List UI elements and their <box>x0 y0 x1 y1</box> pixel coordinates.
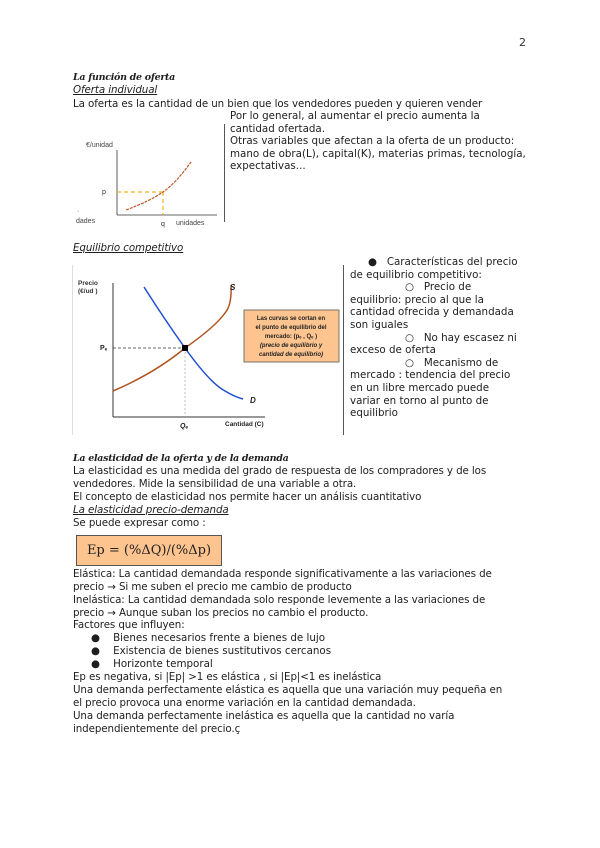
supply-curve <box>126 162 191 210</box>
circle-bullet-icon: ○ <box>405 331 424 344</box>
bullet-icon: ● <box>91 632 114 644</box>
supply-definition: La oferta es la cantidad de un bien que los vendedores pueden y quieren vender <box>73 98 483 110</box>
text-line: Ep es negativa, si |Ep| >1 es elástica , si |Ep|<1 es inelástica <box>73 671 382 683</box>
text-line: cantidad ofertada. <box>230 122 326 135</box>
text-line: expectativas... <box>230 160 306 173</box>
supply-side-text <box>230 110 526 173</box>
sub-item-head: ○ No hay escasez ni <box>405 331 517 344</box>
stray-label: dades <box>76 218 96 225</box>
text-line: mercado : tendencia del precio <box>350 369 511 382</box>
text-line: cantidad ofrecida y demandada <box>350 306 514 319</box>
qe-label: Qₑ <box>180 423 189 430</box>
note-line: mercado: (pₑ , Qₑ ) <box>264 334 318 340</box>
bullet-main: ● Características del precio <box>368 256 518 268</box>
subtitle-price-elasticity: La elasticidad precio-demanda <box>73 504 229 516</box>
text-line: precio → Si me suben el precio me cambio de producto <box>73 581 352 593</box>
text-line: Inelástica: La cantidad demandada solo responde levemente a las variaciones de <box>73 594 486 606</box>
text-line: La elasticidad es una medida del grado de respuesta de los compradores y de los <box>73 465 487 477</box>
section-title-supply-function: La función de oferta <box>73 72 175 83</box>
text-line: Una demanda perfectamente elástica es aquella que una variación muy pequeña en <box>73 684 503 696</box>
supply-label: S <box>230 283 236 292</box>
equilibrium-characteristics <box>350 256 540 420</box>
circle-bullet-icon: ○ <box>405 356 424 369</box>
note-line: el punto de equilibrio del <box>255 325 327 331</box>
elasticity-formula: Ep = (%ΔQ)/(%Δp) <box>76 535 222 566</box>
subtitle-individual-supply: Oferta individual <box>73 84 158 96</box>
circle-bullet-icon: ○ <box>405 281 424 294</box>
text-line: mano de obra(L), capital(K), materias primas, tecnología, <box>230 147 526 160</box>
section-title-elasticity: La elasticidad de la oferta y de la demanda <box>73 453 289 464</box>
q-label: q <box>161 221 165 228</box>
eq-y-label-2: (€/ud ) <box>78 288 98 295</box>
supply-curve <box>113 285 231 391</box>
eq-x-label: Cantidad (C) <box>225 421 264 428</box>
demand-curve <box>144 287 243 399</box>
subtitle-competitive-equilibrium: Equilibrio competitivo <box>73 242 184 254</box>
text-line: vendedores. Mide la sensibilidad de una variable a otra. <box>73 478 357 490</box>
text-line: equilibrio: precio al que la <box>350 293 484 306</box>
graph-y-label: €/unidad <box>86 142 113 149</box>
text-line: el precio provoca una enorme variación en la cantidad demandada. <box>73 697 416 709</box>
expression-intro: Se puede expresar como : <box>73 517 206 529</box>
text-line: Factores que influyen: <box>73 619 185 631</box>
note-line: (precio de equilibrio y <box>259 343 323 349</box>
demand-label: D <box>250 396 256 405</box>
bullet-icon: ● <box>91 658 114 670</box>
bullet-icon: ● <box>368 256 387 268</box>
text-line: son iguales <box>350 318 409 331</box>
text-line: en un libre mercado puede <box>350 381 490 394</box>
factor-item: ● Horizonte temporal <box>91 658 213 670</box>
text-line: precio → Aunque suban los precios no cambio el producto. <box>73 607 369 619</box>
note-line: cantidad de equilibrio) <box>258 352 324 358</box>
text-line: Por lo general, al aumentar el precio aumenta la <box>230 110 480 122</box>
equilibrium-point <box>182 345 188 351</box>
graph-x-label: unidades <box>176 220 205 227</box>
column-divider <box>343 265 344 435</box>
eq-y-label-1: Precio <box>78 280 98 287</box>
text-line: Elástica: La cantidad demandada responde significativamente a las variaciones de <box>73 568 492 580</box>
note-line: Las curvas se cortan en <box>256 316 326 322</box>
factor-item: ● Existencia de bienes sustitutivos cercanos <box>91 645 332 657</box>
text-line: Una demanda perfectamente inelástica es aquella que la cantidad no varía <box>73 710 455 722</box>
stray-mark: · <box>77 208 80 215</box>
supply-graph <box>60 125 225 235</box>
text-line: Otras variables que afectan a la oferta de un producto: <box>230 135 515 148</box>
factor-item: ● Bienes necesarios frente a bienes de lujo <box>91 632 326 644</box>
bullet-icon: ● <box>91 645 114 657</box>
text-line: independientemente del precio.ç <box>73 723 241 735</box>
sub-item-head: ○ Mecanismo de <box>405 356 499 369</box>
text-line: El concepto de elasticidad nos permite hacer un análisis cuantitativo <box>73 491 422 503</box>
equilibrium-graph <box>60 265 342 435</box>
text-line: exceso de oferta <box>350 344 436 357</box>
text-line: variar en torno al punto de <box>350 394 489 407</box>
sub-item-head: ○ Precio de <box>405 281 472 294</box>
text-line: de equilibrio competitivo: <box>350 268 482 281</box>
text-line: equilibrio <box>350 407 398 420</box>
p-label: p <box>102 189 106 196</box>
pe-label: Pₑ <box>100 345 108 352</box>
page-number: 2 <box>519 36 526 49</box>
